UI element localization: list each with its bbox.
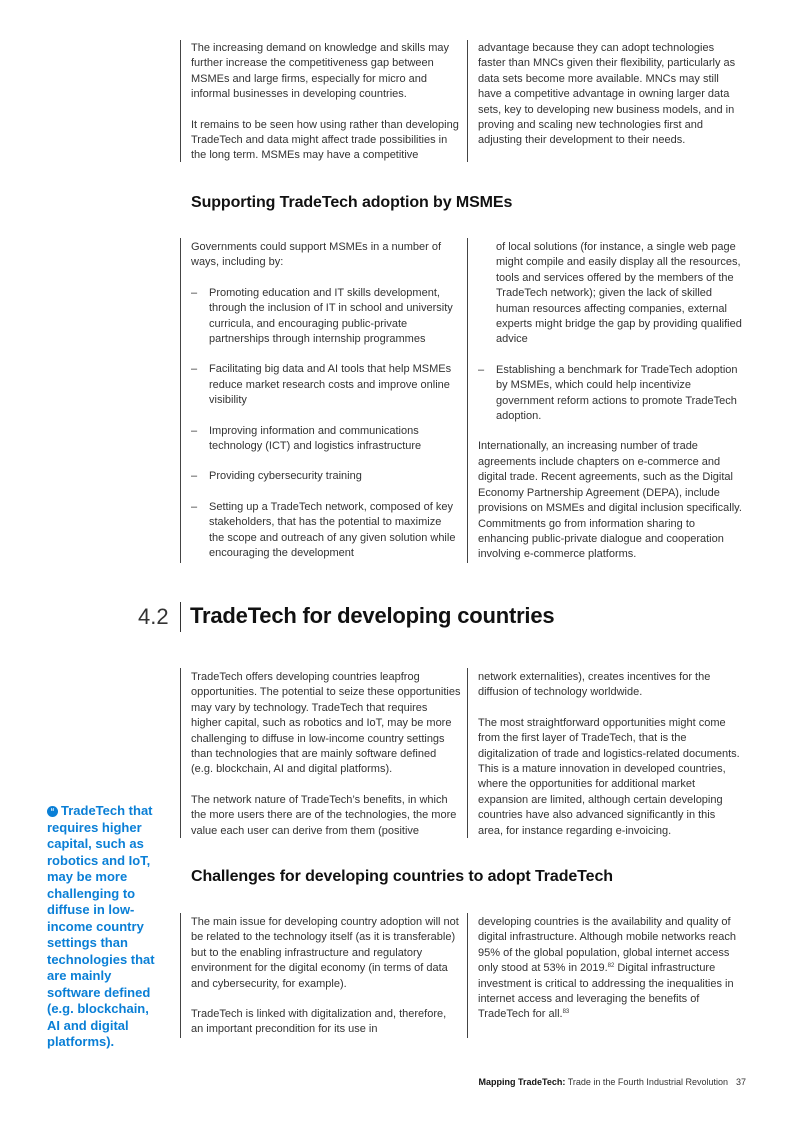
footer-subtitle: Trade in the Fourth Industrial Revolution [565, 1077, 728, 1087]
page-footer [479, 1077, 746, 1087]
msme-heading: Supporting TradeTech adoption by MSMEs [191, 194, 513, 211]
dash-icon: – [191, 470, 198, 483]
paragraph: Governments could support MSMEs in a number of ways, including by: [191, 241, 442, 269]
paragraph: It remains to be seen how using rather than developing TradeTech and data might affect trade possibilities in the long term. MSMEs may have a competitive [191, 118, 459, 162]
column-rule-right [467, 40, 468, 162]
paragraph: network externalities), creates incentives for the diffusion of technology worldwide. [478, 671, 711, 699]
paragraph: TradeTech offers developing countries leapfrog opportunities. The potential to seize these opportunities may vary by technology. TradeTech that requires higher capital, such as robotics and IoT, may be more challenging to diffuse in low-income country settings than technologies that are mainly software defined (e.g. blockchain, AI and digital platforms). [191, 671, 461, 776]
paragraph: developing countries is the availability and quality of digital infrastructure. Although mobile networks reach 95% of the global population, global internet access only stood at 53% in 2019.82 Digital infrastructure investment is critical to addressing the inequalities in internet access and leveraging the benefits of TradeTech for all.$^{83}$ [478, 916, 737, 1021]
paragraph: advantage because they can adopt technologies faster than MNCs given their flexibility, particularly as data sets become more available. MNCs may still have a competitive advantage in owning larger data sets, key to developing new business models, and in proving and scaling new technologies first and adjusting their development to their needs. [478, 42, 736, 147]
paragraph: The most straightforward opportunities might come from the first layer of TradeTech, that is the digitalization of trade and logistics-related documents. This is a mature innovation in developed countries, where the opportunities for additional market expansion are limited, although certain developing countries have also advanced significantly in this area, for instance regarding e-invoicing. [478, 716, 740, 837]
footer-title: Mapping TradeTech: [478, 1077, 566, 1087]
dash-icon: – [191, 500, 198, 513]
dev-left-column [191, 670, 461, 839]
challenges-heading: Challenges for developing countries to adopt TradeTech [191, 868, 613, 885]
pull-quote-text: TradeTech that requires higher capital, such as robotics and IoT, may be more challenging to diffuse in low-income country settings than technologies that are mainly software defined (e.g. blockchain, AI and digital platforms). [47, 803, 155, 1049]
challenges-right-column [478, 915, 742, 1023]
list-item-continued: of local solutions (for instance, a single web page might compile and easily display all the resources, tools and services offered by the members of the TradeTech network); given the lack of skilled human resources affecting companies, external experts might bridge the gap by providing qualified advice [496, 241, 742, 346]
column-rule-right [467, 913, 468, 1038]
top-left-column [191, 41, 461, 164]
column-rule-right [467, 238, 468, 563]
section-title: TradeTech for developing countries [190, 603, 555, 628]
paragraph: TradeTech is linked with digitalization and, therefore, an important precondition for its use in [191, 1008, 447, 1036]
column-rule-left [180, 668, 181, 838]
quote-icon: “ [47, 806, 58, 817]
paragraph: Internationally, an increasing number of trade agreements include chapters on e-commerce and digital trade. Recent agreements, such as the Digital Economy Partnership Agreement (DEPA), include provisions on MSMEs and digital inclusion specifically. Commitments go from information sharing to enhancing public-private dialogue and cooperation involving e-commerce platforms. [478, 440, 742, 561]
column-rule-left [180, 913, 181, 1038]
list-item: – Establishing a benchmark for TradeTech adoption by MSMEs, which could help incentivize government reform actions to promote TradeTech adoption. [478, 363, 738, 423]
column-rule-left [180, 40, 181, 162]
paragraph: The main issue for developing country adoption will not be related to the technology itself (as it is transferable) but to the enabling infrastructure and regulatory environment for the digital economy (in terms of data and cybersecurity, for example). [191, 916, 459, 990]
footnote-ref[interactable]: 82 [607, 963, 615, 970]
column-rule-right [467, 668, 468, 838]
paragraph: The network nature of TradeTech’s benefits, in which the more users there are of the technologies, the more value each user can derive from them (positive [191, 793, 457, 837]
paragraph: The increasing demand on knowledge and skills may further increase the competitiveness gap between MSMEs and large firms, especially for micro and informal businesses in developing countries. [191, 42, 450, 101]
list-item: – Promoting education and IT skills development, through the inclusion of IT in school and university curricula, and encouraging public-private partnerships through internship programmes [191, 286, 453, 346]
section-number: 4.2 [138, 604, 169, 629]
section-divider [180, 602, 181, 632]
column-rule-left [180, 238, 181, 563]
list-item: – Facilitating big data and AI tools that help MSMEs reduce market research costs and improve online visibility [191, 363, 452, 407]
list-item: – Improving information and communications technology (ICT) and logistics infrastructure [191, 424, 422, 453]
dash-icon: – [478, 363, 485, 376]
list-item: – Providing cybersecurity training [191, 469, 459, 484]
top-right-column [478, 41, 740, 149]
dash-icon: – [191, 424, 198, 437]
footnote-ref[interactable]: 83 [562, 1009, 570, 1016]
dash-icon: – [191, 363, 198, 376]
challenges-left-column [191, 915, 461, 1038]
list-item: – Setting up a TradeTech network, composed of key stakeholders, that has the potential to maximize the scope and outreach of any given solution while encouraging the development [191, 500, 456, 560]
pull-quote [47, 803, 159, 1051]
dev-right-column [478, 670, 740, 839]
page-number: 37 [735, 1077, 746, 1087]
msme-left-column [191, 240, 459, 562]
msme-right-column [478, 240, 742, 563]
dash-icon: – [191, 286, 198, 299]
